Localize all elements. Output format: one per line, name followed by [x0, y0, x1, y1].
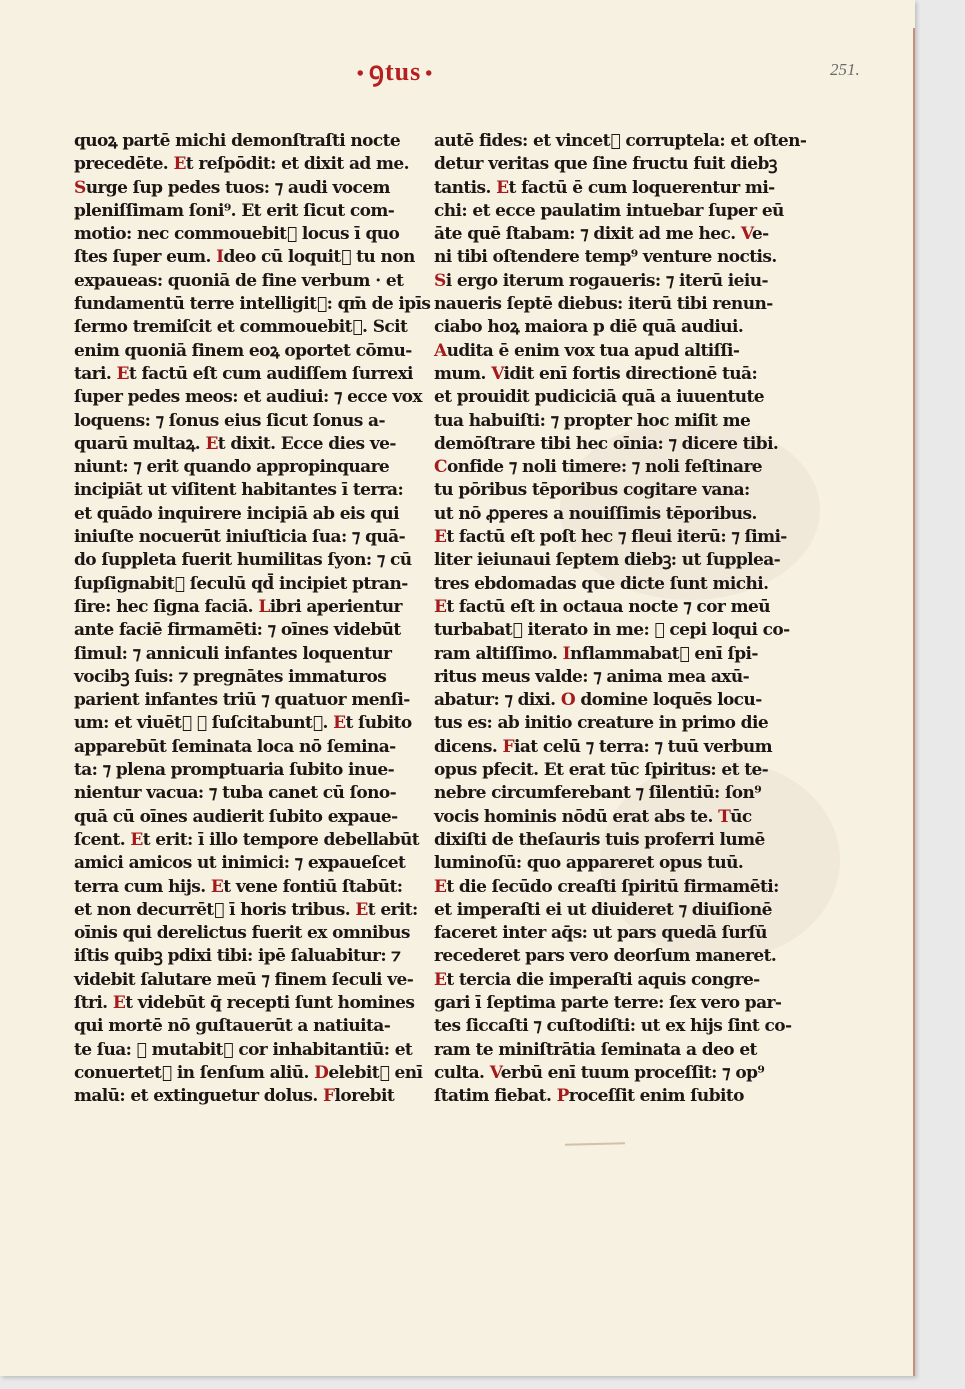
- text-line: Confide ⁊ noli timere: ⁊ noli feſtinare: [434, 457, 763, 478]
- text-line: et prouidit pudiciciā quā a iuuentute: [434, 387, 764, 408]
- text-line: terra cum hijs. Et vene fontiū ſtabūt:: [74, 876, 403, 897]
- rubricated-initial: E: [210, 876, 224, 897]
- text-line: liter ieiunaui ſeptem diebꝫ: ut ſupplea-: [434, 550, 781, 571]
- rubricated-initial: E: [173, 154, 186, 175]
- text-line: fundamentū terre intelligitᷓ: qm̄ de ipīs: [74, 294, 431, 315]
- text-line: conuertetᷓ in ſenſum aliū. Delebitᷓ enī: [74, 1062, 423, 1083]
- text-line: ciabo hoꝝ maiora p diē quā audiui.: [434, 317, 744, 338]
- rubricated-initial: E: [333, 713, 346, 734]
- text-column-left: [74, 130, 431, 1108]
- text-line: ta: ⁊ plena promptuaria ſubito inue-: [74, 760, 395, 781]
- text-line: ram altiſſimo. Inflammabatᷓ enī ſpi-: [434, 643, 758, 664]
- text-line: tua habuiſti: ⁊ propter hoc miſit me: [434, 410, 751, 431]
- text-line: āte quē ſtabam: ⁊ dixit ad me hec. Ve-: [434, 224, 769, 245]
- text-line: ni tibi oſtendere temp⁹ venture noctis.: [434, 247, 777, 268]
- rubricated-initial: V: [740, 224, 752, 245]
- text-line: ſtri. Et videbūt q̄ recepti ſunt homines: [74, 992, 415, 1013]
- text-line: ſermo tremiſcit et commouebitᷓ. Scit: [74, 317, 408, 338]
- rubricated-initial: V: [491, 363, 504, 384]
- text-line: Et factū eſt poſt hec ⁊ fleui iterū: ⁊ ſimi-: [434, 527, 787, 548]
- text-line: te ſua: ⁊ mutabitᷓ cor inhabitantiū: et: [74, 1039, 413, 1060]
- text-line: ſimul: ⁊ anniculi infantes loquentur: [74, 643, 392, 664]
- text-line: enim quoniā finem eoꝝ oportet cōmu-: [74, 340, 412, 361]
- text-line: ſire: hec ſigna faciā. Libri aperientur: [74, 596, 402, 617]
- text-line: ſupſignabitᷓ ſeculū qd̄ incipiet ptran-: [74, 573, 408, 594]
- rubricated-initial: E: [205, 433, 218, 454]
- text-line: do ſuppleta fuerit humilitas ſyon: ⁊ cū: [74, 550, 412, 571]
- text-line: demōſtrare tibi hec oīnia: ⁊ dicere tibi.: [434, 433, 779, 454]
- text-line: turbabatᷓ iterato in me: ⁊ cepi loqui co-: [434, 620, 790, 641]
- text-line: oīnis qui derelictus fuerit ex omnibus: [74, 923, 410, 944]
- text-line: Et tercia die imperaſti aquis congre-: [434, 969, 760, 990]
- rubricated-initial: E: [434, 527, 447, 548]
- text-line: niunt: ⁊ erit quando appropinquare: [74, 457, 390, 478]
- text-line: mum. Vidit enī fortis directionē tuā:: [434, 363, 758, 384]
- text-line: videbit ſalutare meū ⁊ finem ſeculi ve-: [74, 969, 414, 990]
- text-line: ſtes ſuper eum. Ideo cū loquit᷑ tu non: [74, 247, 415, 268]
- text-line: detur veritas que ſine fructu fuit diebꝫ: [434, 154, 777, 175]
- text-line: Et factū eſt in octaua nocte ⁊ cor meū: [434, 596, 770, 617]
- text-line: tu pōribus tēporibus cogitare vana:: [434, 480, 750, 501]
- text-line: iniuſte nocuerūt iniuſticia ſua: ⁊ quā-: [74, 527, 406, 548]
- text-line: ſtatim fiebat. Proceſſit enim ſubito: [434, 1086, 744, 1107]
- text-line: Surge ſup pedes tuos: ⁊ audi vocem: [74, 177, 390, 198]
- text-line: opus pfecit. Et erat tūc ſpiritus: et te-: [434, 760, 769, 781]
- red-page-edge: [913, 28, 915, 1376]
- rubricated-initial: E: [116, 363, 129, 384]
- text-line: et imperaſti ei ut diuideret ⁊ diuiſionē: [434, 899, 772, 920]
- rubricated-initial: E: [434, 969, 447, 990]
- text-line: ſcent. Et erit: ī illo tempore debellabūt: [74, 829, 419, 850]
- text-line: vocibꝫ ſuis: ⁊ pregnātes immaturos: [74, 666, 387, 687]
- text-line: quā cū oīnes audierit ſubito expaue-: [74, 806, 398, 827]
- text-line: vocis hominis nōdū erat abs te. Tūc: [434, 806, 752, 827]
- rubricated-initial: E: [434, 596, 447, 617]
- rubricated-initial: F: [323, 1086, 335, 1107]
- text-line: recederet pars vero deorſum maneret.: [434, 946, 777, 967]
- text-line: Et die ſecūdo creaſti ſpiritū firmamēti:: [434, 876, 779, 897]
- text-line: ritus meus valde: ⁊ anima mea axū-: [434, 666, 750, 687]
- text-column-right: [434, 130, 807, 1108]
- text-line: chi: et ecce paulatim intuebar ſuper eū: [434, 200, 784, 221]
- rubricated-initial: E: [130, 829, 143, 850]
- text-line: et quādo inquirere incipiā ab eis qui: [74, 503, 399, 524]
- text-line: gari ī ſeptima parte terre: ſex vero par-: [434, 992, 782, 1013]
- rubricated-initial: O: [560, 690, 576, 711]
- text-line: iſtis quibꝫ pdixi tibi: ipē ſaluabitur: ⁊: [74, 946, 401, 967]
- rubricated-initial: D: [314, 1062, 329, 1083]
- rubricated-initial: L: [258, 596, 270, 617]
- folio-number: 251.: [830, 60, 860, 79]
- text-line: et non decurrētᷓ ī horis tribus. Et erit:: [74, 899, 418, 920]
- text-line: autē fides: et vincetᷓ corruptela: et oſten-: [434, 131, 807, 151]
- text-line: qui mortē nō guſtauerūt a natiuita-: [74, 1016, 391, 1037]
- text-line: tantis. Et factū ē cum loquerentur mi-: [434, 177, 775, 198]
- text-line: expaueas: quoniā de fine verbum · et: [74, 270, 404, 291]
- text-line: nebre circumferebant ⁊ ſilentiū: ſon⁹: [434, 783, 762, 804]
- text-line: quoꝝ partē michi demonſtraſti nocte: [74, 131, 401, 151]
- text-line: tes ſiccaſti ⁊ cuſtodiſti: ut ex hijs ſint co-: [434, 1016, 792, 1037]
- rubricated-initial: S: [74, 177, 86, 198]
- text-line: parient infantes triū ⁊ quatuor menſi-: [74, 690, 410, 711]
- text-line: precedēte. Et reſpōdit: et dixit ad me.: [74, 154, 409, 175]
- text-line: dicens. Fiat celū ⁊ terra: ⁊ tuū verbum: [434, 736, 773, 757]
- rubricated-initial: E: [496, 177, 509, 198]
- text-line: luminoſū: quo appareret opus tuū.: [434, 853, 744, 874]
- text-line: faceret inter aq̄s: ut pars quedā ſurſū: [434, 923, 767, 944]
- running-header: [0, 52, 790, 88]
- rubricated-initial: E: [355, 899, 368, 920]
- rubricated-initial: V: [489, 1062, 501, 1083]
- rubricated-initial: T: [718, 806, 731, 827]
- header-right-dot: •: [425, 63, 434, 85]
- text-line: malū: et extinguetur dolus. Florebit: [74, 1086, 395, 1107]
- text-line: tres ebdomadas que dicte ſunt michi.: [434, 573, 769, 594]
- rubricated-initial: F: [502, 736, 514, 757]
- rubricated-initial: A: [434, 340, 447, 361]
- rubricated-initial: I: [216, 247, 224, 268]
- text-line: incipiāt ut viſitent habitantes ī terra:: [74, 480, 404, 501]
- text-line: ut nō ꝓperes a nouiſſimis tēporibus.: [434, 503, 757, 524]
- text-line: tari. Et factū eſt cum audiſſem ſurrexi: [74, 363, 413, 384]
- text-line: apparebūt ſeminata loca nō ſemina-: [74, 736, 396, 757]
- text-line: nientur vacua: ⁊ tuba canet cū ſono-: [74, 783, 397, 804]
- text-line: culta. Verbū enī tuum proceſſit: ⁊ op⁹: [434, 1062, 765, 1083]
- text-line: tus es: ab initio creature in primo die: [434, 713, 769, 734]
- text-line: pleniſſimam ſoni⁹. Et erit ſicut com-: [74, 200, 395, 221]
- pen-stroke-mark: [565, 1142, 625, 1146]
- text-line: ante faciē firmamēti: ⁊ oīnes videbūt: [74, 620, 401, 641]
- rubricated-initial: E: [434, 876, 447, 897]
- text-line: Audita ē enim vox tua apud altiſſi-: [434, 340, 740, 361]
- header-left-dot: •: [356, 63, 365, 85]
- text-line: ram te miniſtrātia ſeminata a deo et: [434, 1039, 757, 1060]
- text-line: ſuper pedes meos: et audiui: ⁊ ecce vox: [74, 387, 422, 408]
- text-line: amici amicos ut inimici: ⁊ expaueſcet: [74, 853, 406, 874]
- rubricated-initial: S: [434, 270, 446, 291]
- rubricated-initial: C: [434, 457, 447, 478]
- text-line: naueris ſeptē diebus: iterū tibi renun-: [434, 294, 773, 315]
- text-line: loquens: ⁊ ſonus eius ſicut ſonus a-: [74, 410, 385, 431]
- text-line: dixiſti de theſauris tuis proferri lumē: [434, 829, 765, 850]
- text-line: um: et viuētᷓ ⁊ ſuſcitabuntᷓ. Et ſubito: [74, 713, 412, 734]
- text-line: motio: nec commouebitᷓ locus ī quo: [74, 224, 400, 245]
- rubricated-initial: I: [562, 643, 570, 664]
- running-header-title: ꝯtus: [368, 57, 422, 86]
- rubricated-initial: E: [112, 992, 126, 1013]
- text-line: abatur: ⁊ dixi. O domine loquēs locu-: [434, 690, 762, 711]
- rubricated-initial: P: [556, 1086, 569, 1107]
- text-line: quarū multaꝝ. Et dixit. Ecce dies ve-: [74, 433, 396, 454]
- text-line: Si ergo iterum rogaueris: ⁊ iterū ieiu-: [434, 270, 768, 291]
